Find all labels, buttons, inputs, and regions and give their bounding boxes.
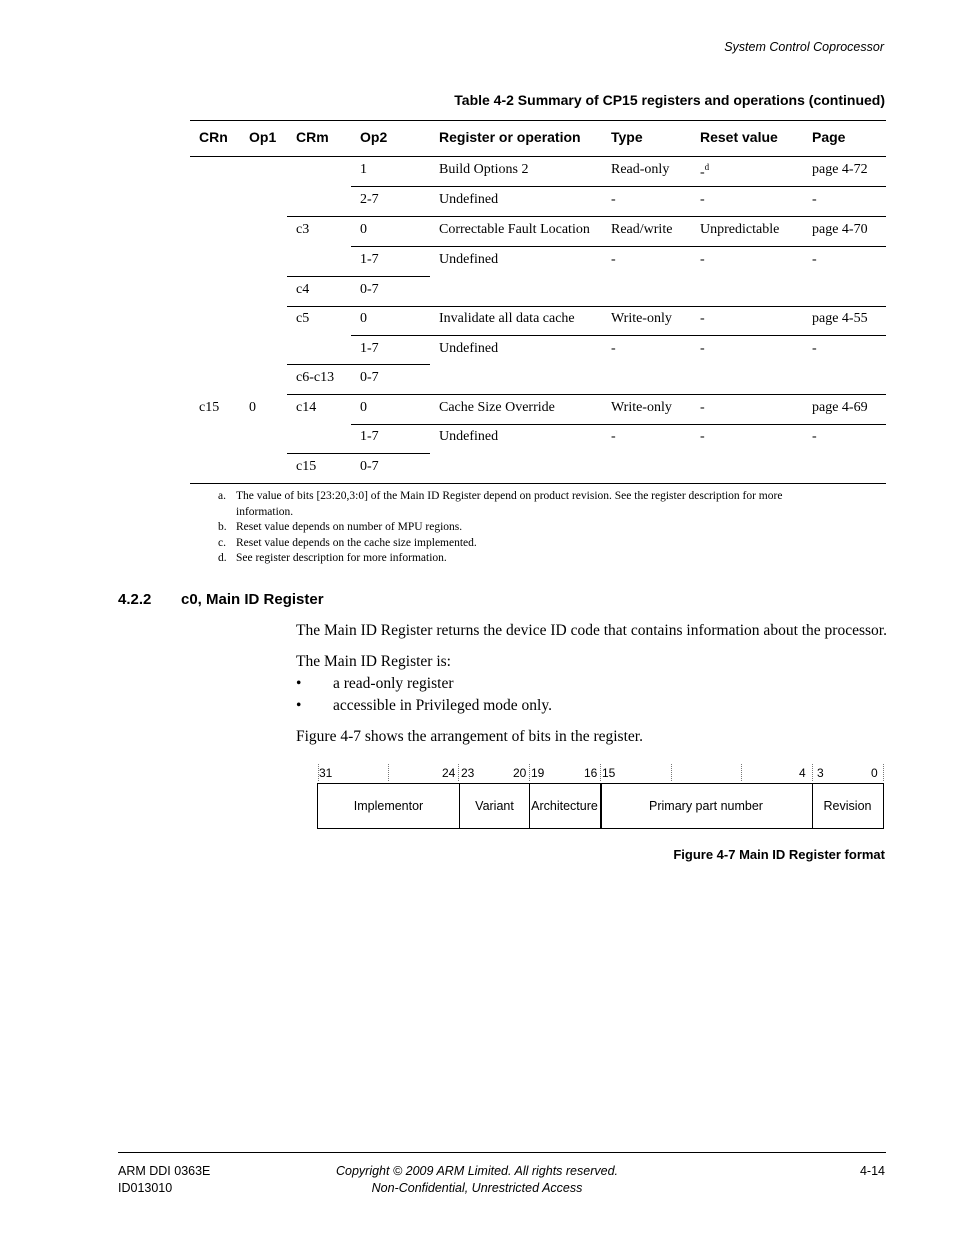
footnote-label: c. <box>218 537 226 549</box>
col-header-type: Type <box>611 129 643 145</box>
paragraph: Figure 4-7 shows the arrangement of bits in the register. <box>296 728 643 745</box>
bit-label: 16 <box>584 766 598 780</box>
bit-tick <box>458 764 459 781</box>
cell-type: Write-only <box>611 400 672 415</box>
cell-reset: - <box>700 252 705 267</box>
footnote-text: Reset value depends on number of MPU regions. <box>236 521 463 533</box>
cell-register: Undefined <box>439 341 499 356</box>
cell-register: Undefined <box>439 252 499 267</box>
field-implementor: Implementor <box>353 799 424 813</box>
cell-type: - <box>611 341 616 356</box>
cell-op2: 0 <box>360 222 367 237</box>
bit-tick <box>671 764 672 781</box>
bit-label: 23 <box>461 766 475 780</box>
footer-doc-id: ARM DDI 0363E <box>118 1164 211 1178</box>
footer-copyright: Copyright © 2009 ARM Limited. All rights reserved. <box>335 1164 618 1178</box>
bit-tick <box>529 764 530 781</box>
section-number: 4.2.2 <box>118 591 152 608</box>
reset-value: - <box>700 165 705 180</box>
cell-crm: c5 <box>296 311 310 326</box>
col-header-crn: CRn <box>199 129 228 145</box>
cell-page: - <box>812 252 817 267</box>
bit-label: 20 <box>513 766 527 780</box>
cell-op2: 0 <box>360 311 367 326</box>
cell-type: - <box>611 192 616 207</box>
cell-op2: 0-7 <box>360 282 379 297</box>
cell-register: Correctable Fault Location <box>439 222 590 237</box>
bit-label: 15 <box>602 766 616 780</box>
col-header-page: Page <box>812 129 846 145</box>
cell-page: - <box>812 192 817 207</box>
bullet-item: a read-only register <box>333 675 454 692</box>
col-header-op1: Op1 <box>249 129 277 145</box>
cell-register: Invalidate all data cache <box>439 311 575 326</box>
section-title: c0, Main ID Register <box>181 591 324 608</box>
cell-crm: c15 <box>296 459 317 474</box>
footnote <box>218 489 838 520</box>
bit-tick <box>600 764 601 781</box>
bit-label: 0 <box>871 766 878 780</box>
cell-crm: c6-c13 <box>296 370 335 385</box>
table-bottom-rule <box>190 483 886 484</box>
footnote-text: Reset value depends on the cache size implemented. <box>236 537 477 549</box>
col-header-op2: Op2 <box>360 129 388 145</box>
cell-reset: - <box>700 311 705 326</box>
bit-tick <box>388 764 389 781</box>
cell-type: Read-only <box>611 162 670 177</box>
paragraph: The Main ID Register is: <box>296 653 451 670</box>
bullet-icon: • <box>296 675 302 692</box>
row-rule <box>287 453 430 454</box>
bit-tick <box>883 764 884 781</box>
col-header-crm: CRm <box>296 129 329 145</box>
cell-crm: c4 <box>296 282 310 297</box>
table-title: Table 4-2 Summary of CP15 registers and operations (continued) <box>454 92 885 108</box>
cell-page: page 4-69 <box>812 400 868 415</box>
cell-op2: 1 <box>360 162 367 177</box>
row-rule <box>351 424 886 425</box>
cell-crm: c3 <box>296 222 310 237</box>
cell-op2: 2-7 <box>360 192 379 207</box>
cell-reset: - <box>700 400 705 415</box>
cell-reset: - <box>700 429 705 444</box>
footer-access: Non-Confidential, Unrestricted Access <box>371 1181 583 1195</box>
cell-type: - <box>611 252 616 267</box>
cell-register: Cache Size Override <box>439 400 555 415</box>
row-rule <box>351 246 886 247</box>
cell-reset: Unpredictable <box>700 222 780 237</box>
bullet-icon: • <box>296 697 302 714</box>
footer-rule <box>118 1152 886 1153</box>
row-rule <box>287 306 886 307</box>
row-rule <box>287 276 430 277</box>
bit-tick <box>741 764 742 781</box>
cell-reset: - <box>700 341 705 356</box>
bit-label: 24 <box>442 766 456 780</box>
figure-caption: Figure 4-7 Main ID Register format <box>673 847 885 862</box>
cell-page: page 4-70 <box>812 222 868 237</box>
footnote-label: a. <box>218 490 226 502</box>
cell-reset <box>700 162 709 181</box>
bit-tick <box>812 764 813 781</box>
footnote-label: b. <box>218 521 227 533</box>
field-variant: Variant <box>475 799 514 813</box>
running-header: System Control Coprocessor <box>724 40 884 54</box>
cell-register: Undefined <box>439 429 499 444</box>
cell-op2: 0-7 <box>360 459 379 474</box>
cell-type: - <box>611 429 616 444</box>
cell-register: Undefined <box>439 192 499 207</box>
cell-crn: c15 <box>199 400 220 415</box>
bit-label: 3 <box>817 766 824 780</box>
footnote-text: The value of bits [23:20,3:0] of the Main ID Register depend on product revision. See the register description for more information. <box>236 490 783 518</box>
cell-type: Write-only <box>611 311 672 326</box>
footer-page-number: 4-14 <box>859 1164 885 1178</box>
paragraph: The Main ID Register returns the device ID code that contains information about the processor. <box>296 622 887 639</box>
footnote-label: d. <box>218 552 227 564</box>
bit-label: 31 <box>319 766 333 780</box>
row-rule <box>351 186 886 187</box>
register-box <box>317 783 884 829</box>
cell-type: Read/write <box>611 222 673 237</box>
cell-op2: 1-7 <box>360 429 379 444</box>
row-rule <box>287 364 430 365</box>
bullet-item: accessible in Privileged mode only. <box>333 697 552 714</box>
cell-op2: 0-7 <box>360 370 379 385</box>
cell-page: - <box>812 341 817 356</box>
row-rule <box>287 394 886 395</box>
bit-label: 19 <box>531 766 545 780</box>
footnote <box>218 551 838 567</box>
bit-label: 4 <box>799 766 806 780</box>
footnote-ref: d <box>704 162 710 172</box>
cell-op2: 0 <box>360 400 367 415</box>
row-rule <box>287 216 886 217</box>
footer-issue-id: ID013010 <box>118 1181 173 1195</box>
table-top-rule <box>190 120 886 121</box>
header-rule <box>190 156 886 157</box>
field-architecture: Architecture <box>531 799 598 813</box>
cell-page: page 4-72 <box>812 162 868 177</box>
footnote <box>218 520 838 536</box>
col-header-register: Register or operation <box>439 129 581 145</box>
field-revision: Revision <box>823 799 872 813</box>
footnote-text: See register description for more information. <box>236 552 447 564</box>
cell-page: - <box>812 429 817 444</box>
cell-register: Build Options 2 <box>439 162 529 177</box>
field-primary-part-number: Primary part number <box>649 799 763 813</box>
cell-op2: 1-7 <box>360 252 379 267</box>
cell-page: page 4-55 <box>812 311 868 326</box>
col-header-reset: Reset value <box>700 129 778 145</box>
cell-op1: 0 <box>249 400 256 415</box>
row-rule <box>351 335 886 336</box>
cell-reset: - <box>700 192 705 207</box>
footnote <box>218 536 838 552</box>
cell-crm: c14 <box>296 400 317 415</box>
cell-op2: 1-7 <box>360 341 379 356</box>
